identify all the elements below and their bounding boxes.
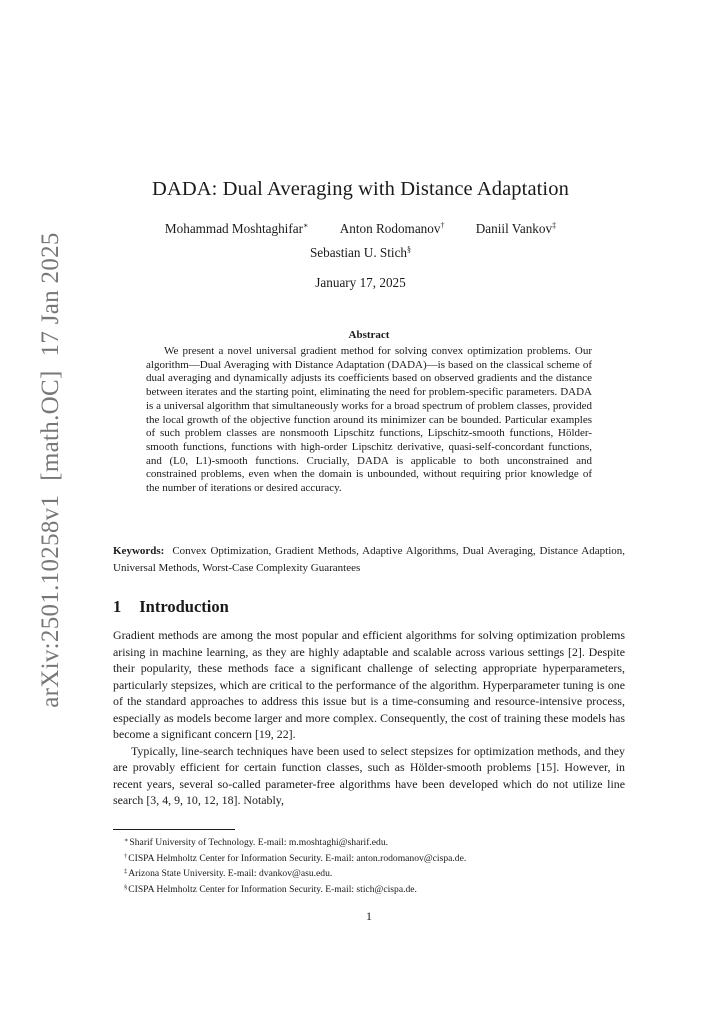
arxiv-id: arXiv:2501.10258v1	[37, 494, 64, 708]
author-list	[0, 221, 721, 237]
footnote-divider	[113, 829, 235, 830]
section-number: 1	[113, 597, 122, 616]
section-body	[113, 627, 625, 809]
arxiv-identifier-stamp	[37, 232, 65, 708]
author-name: Mohammad Moshtaghifar	[164, 221, 303, 236]
page-number: 1	[366, 909, 372, 923]
abstract-heading: Abstract	[348, 329, 390, 341]
footnote-mark: §	[124, 883, 128, 891]
arxiv-category: [math.OC]	[37, 370, 64, 481]
author-2	[340, 221, 445, 237]
footnote	[124, 850, 466, 866]
author-mark: ‡	[552, 221, 557, 230]
footnote-mark: ‡	[124, 868, 128, 875]
paragraph-2: Typically, line-search techniques have been used to select stepsizes for optimization methods, and they are provably efficient for certain function classes, such as Hölder-smooth problems [15]. However, in recent years, several so-called parameter-free algorithms have been developed which do not utilize line search [3, 4, 9, 10, 12, 18]. Notably,	[113, 743, 625, 807]
author-mark: †	[440, 221, 445, 230]
footnote-mark: ∗	[124, 837, 129, 844]
author-mark: §	[407, 245, 412, 254]
abstract-text: We present a novel universal gradient method for solving convex optimization problems. Our algorithm—Dual Averaging with Distance Adaptation (DADA)—is based on the classical scheme of dual averaging and dynamically adjusts its coefficients based on observed gradients and the distance between iterates and the starting point, eliminating the need for problem-specific parameters. DADA is a universal algorithm that simultaneously works for a broad spectrum of problem classes, provided the local growth of the objective function around its minimizer can be bounded. Particular examples of such problem classes are nonsmooth Lipschitz functions, Lipschitz-smooth functions, Hölder-smooth functions, functions with high-order Lipschitz derivative, quasi-self-concordant functions, and (L0, L1)-smooth functions. Crucially, DADA is applicable to both unconstrained and constrained problems, even when the domain is unbounded, without requiring prior knowledge of the number of iterations or desired accuracy.	[146, 345, 592, 495]
section-title: Introduction	[139, 597, 229, 616]
paragraph-1: Gradient methods are among the most popular and efficient algorithms for solving optimization problems arising in machine learning, as they are highly adaptable and scalable across various settings [2]. Despite their popularity, these methods face a significant challenge of selecting appropriate hyperparameters, particularly stepsizes, which are critical to the performance of the algorithm. Hyperparameter tuning is one of the standard approaches to address this issue but is a time-consuming and resource-intensive process, especially as models become larger and more complex. Consequently, the cost of training these models has become a significant concern [19, 22].	[113, 628, 625, 741]
author-mark: ∗	[302, 221, 309, 230]
keywords	[113, 543, 625, 576]
footnote-text: CISPA Helmholtz Center for Information Security. E-mail: anton.rodomanov@cispa.de.	[128, 852, 467, 864]
keywords-text: Convex Optimization, Gradient Methods, Adaptive Algorithms, Dual Averaging, Distance Adaption, Universal Methods, Worst-Case Complexity Guarantees	[113, 545, 625, 574]
paper-date: January 17, 2025	[315, 275, 406, 290]
paper-title: DADA: Dual Averaging with Distance Adaptation	[152, 178, 569, 200]
author-1	[165, 221, 309, 237]
footnote-text: Sharif University of Technology. E-mail: m.moshtaghi@sharif.edu.	[129, 837, 389, 848]
section-heading	[113, 597, 229, 617]
footnotes	[124, 834, 466, 896]
author-4	[0, 245, 721, 261]
footnote	[124, 881, 466, 897]
footnote-text: Arizona State University. E-mail: dvankov@asu.edu.	[128, 868, 333, 879]
arxiv-date: 17 Jan 2025	[37, 232, 64, 357]
footnote	[124, 834, 466, 850]
footnote-text: CISPA Helmholtz Center for Information Security. E-mail: stich@cispa.de.	[128, 883, 417, 895]
footnote-mark: †	[124, 852, 128, 860]
author-name: Sebastian U. Stich	[309, 245, 408, 260]
keywords-label: Keywords:	[113, 545, 165, 557]
author-name: Daniil Vankov	[475, 221, 553, 236]
author-name: Anton Rodomanov	[339, 221, 441, 236]
author-3	[476, 221, 556, 237]
footnote	[124, 865, 466, 881]
